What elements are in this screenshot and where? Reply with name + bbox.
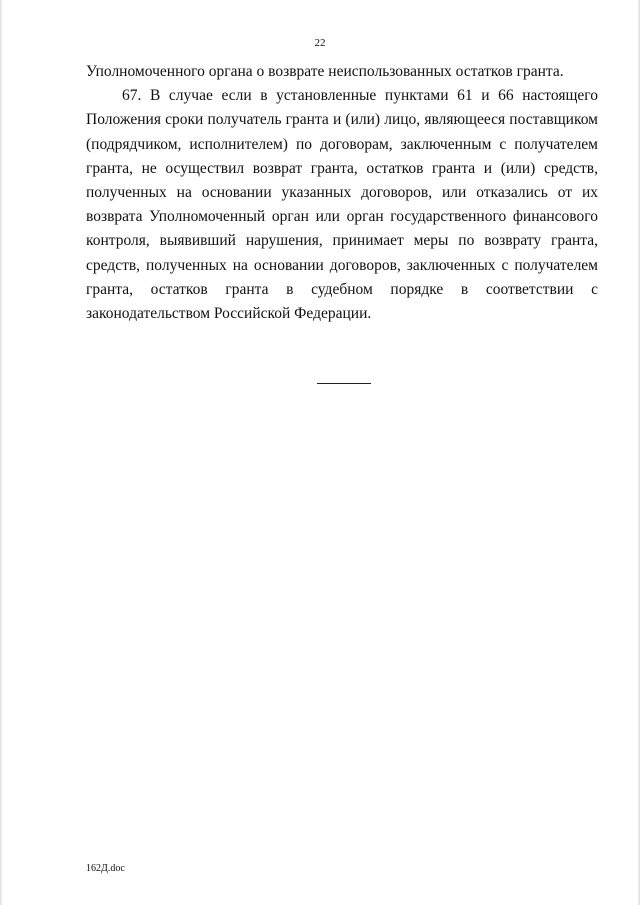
paragraph-67: 67. В случае если в установленные пунктами 61 и 66 настоящего Положения сроки получатель гранта и (или) лицо, являющееся поставщиком (подрядчиком, исполнителем) по договорам, заключенным с получателем гранта, не осуществил возврат гранта, остатков гранта и (или) средств, полученных на основании указанных договоров, или отказались от их возврата Уполномоченный орган или орган государственного финансового контроля, выявивший нарушения, принимает меры по возврату гранта, средств, полученных на основании договоров, заключенных с получателем гранта, остатков гранта в судебном порядке в соответствии с законодательством Российской Федерации.	[86, 87, 598, 323]
file-name-label: 162Д.doc	[86, 863, 125, 874]
document-body	[86, 60, 598, 326]
continuation-paragraph: Уполномоченного органа о возврате неиспользованных остатков гранта.	[86, 63, 564, 80]
end-of-text-rule	[317, 383, 371, 384]
page-number: 22	[314, 37, 326, 49]
scan-edge-left	[0, 0, 3, 905]
